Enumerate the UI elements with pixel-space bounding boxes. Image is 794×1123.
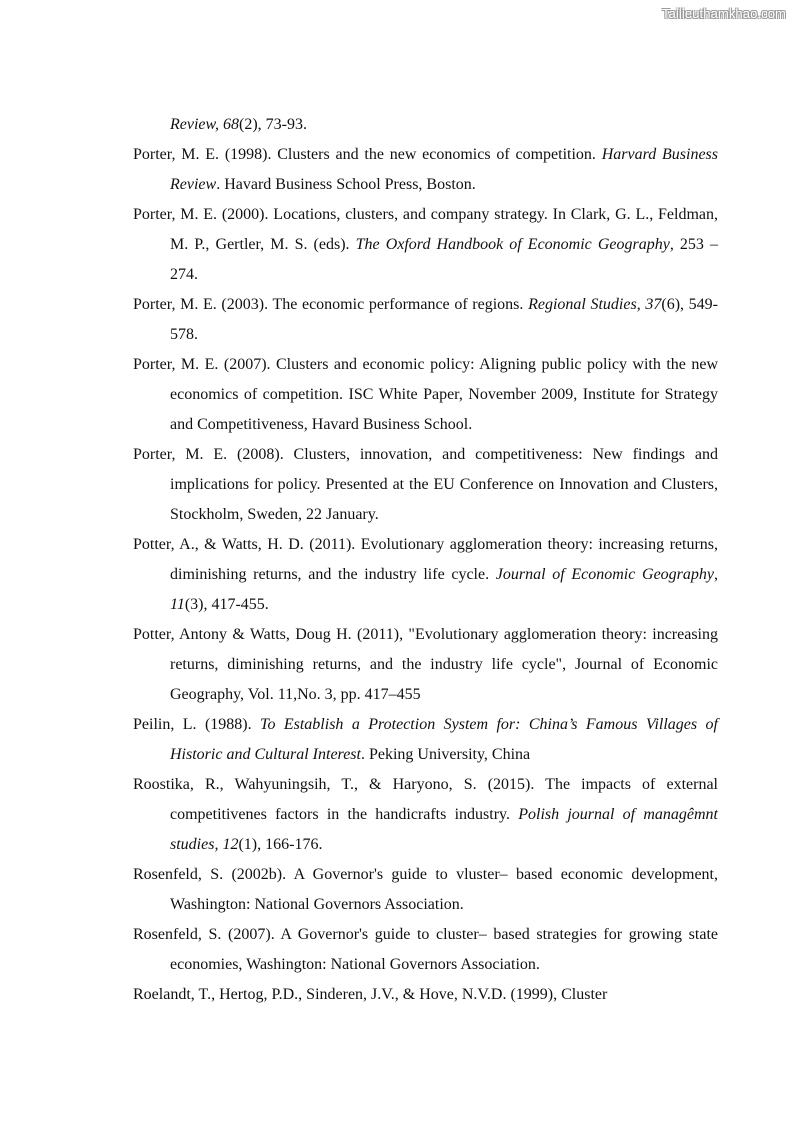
- reference-text: (2), 73-93.: [239, 116, 307, 133]
- reference-text: . Peking University, China: [360, 746, 531, 763]
- reference-list: [133, 110, 718, 1010]
- reference-text: Porter, M. E. (2003). The economic performance of regions.: [133, 296, 529, 313]
- reference-text: Potter, Antony & Watts, Doug H. (2011), "Evolutionary agglomeration theory: increasing returns, diminishing returns, and the industry life cycle", Journal of Economic Geography, Vol. 11,No. 3, pp. 417–455: [133, 626, 718, 703]
- reference-text: Roostika, R., Wahyuningsih, T., & Haryono, S. (2015). The impacts of external competitivenes factors in the handicrafts industry.: [133, 776, 718, 823]
- reference-entry: [133, 620, 718, 710]
- reference-entry: [133, 530, 718, 620]
- reference-text: (3), 417-455.: [184, 596, 269, 613]
- reference-italic-text: Harvard Business Review: [170, 146, 719, 193]
- reference-entry: [133, 350, 718, 440]
- reference-text: Rosenfeld, S. (2007). A Governor's guide to cluster– based strategies for growing state economies, Washington: National Governors Association.: [133, 926, 718, 973]
- reference-entry: [133, 140, 718, 200]
- reference-text: Potter, A., & Watts, H. D. (2011). Evolutionary agglomeration theory: increasing returns, diminishing returns, and the industry life cycle.: [133, 536, 718, 583]
- reference-text: Porter, M. E. (1998). Clusters and the new economics of competition.: [133, 146, 602, 163]
- reference-entry: [133, 710, 718, 770]
- reference-text: Rosenfeld, S. (2002b). A Governor's guide to vluster– based economic development, Washington: National Governors Association.: [133, 866, 718, 913]
- reference-text: Peilin, L. (1988).: [133, 716, 261, 733]
- reference-entry: [133, 770, 718, 860]
- reference-text: (6), 549-578.: [170, 296, 718, 343]
- reference-italic-text: Polish journal of managêmnt studies, 12: [170, 806, 719, 853]
- reference-entry: [133, 860, 718, 920]
- reference-text: (1), 166-176.: [238, 836, 323, 853]
- reference-entry: [133, 110, 718, 140]
- reference-entry: [133, 980, 718, 1010]
- reference-text: Roelandt, T., Hertog, P.D., Sinderen, J.V., & Hove, N.V.D. (1999), Cluster: [133, 986, 608, 1003]
- reference-italic-text: The Oxford Handbook of Economic Geography: [355, 236, 670, 253]
- reference-text: ,: [636, 296, 646, 313]
- reference-entry: [133, 920, 718, 980]
- reference-text: Porter, M. E. (2000). Locations, clusters, and company strategy. In Clark, G. L., Feldman, M. P., Gertler, M. S. (eds).: [133, 206, 718, 253]
- reference-text: . Havard Business School Press, Boston.: [216, 176, 476, 193]
- reference-italic-text: Journal of Economic Geography: [495, 566, 715, 583]
- reference-entry: [133, 200, 718, 290]
- reference-italic-text: To Establish a Protection System for: China’s Famous Villages of Historic and Cultural Interest: [170, 716, 718, 763]
- reference-text: ,: [714, 566, 719, 583]
- reference-entry: [133, 290, 718, 350]
- reference-italic-text: 11: [170, 596, 185, 613]
- reference-entry: [133, 440, 718, 530]
- reference-text: Porter, M. E. (2007). Clusters and economic policy: Aligning public policy with the new economics of competition. ISC White Paper, November 2009, Institute for Strategy and Competitiveness, Havard Business School.: [133, 356, 718, 433]
- reference-text: , 253 – 274.: [170, 236, 719, 283]
- reference-italic-text: Regional Studies: [528, 296, 637, 313]
- reference-italic-text: Review, 68: [170, 116, 240, 133]
- watermark: Tailieuthamkhao.com: [661, 6, 786, 21]
- reference-text: Porter, M. E. (2008). Clusters, innovation, and competitiveness: New findings and implications for policy. Presented at the EU Conference on Innovation and Clusters, Stockholm, Sweden, 22 January.: [133, 446, 718, 523]
- reference-italic-text: 37: [645, 296, 662, 313]
